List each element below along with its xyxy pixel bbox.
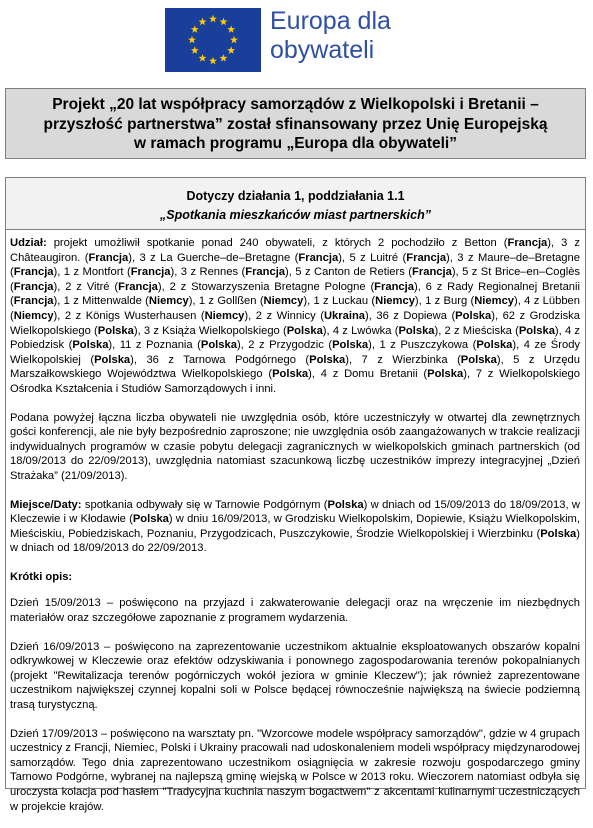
participation-text: ), 2 z Mieściska (	[434, 324, 519, 337]
eu-flag-logo	[165, 8, 261, 72]
eu-stars-icon	[165, 8, 261, 72]
venue-text: ) w dniu 16/09/2013, w Grodzisku Wielkopolskim, Dopiewie, Książu Wielkopolskim, Mieściskiu, Pobiedziskach, Poznaniu, Przygodzicach, Puszczykowie, Środzie Wielkopolskiej i Wierzbinku (	[10, 513, 580, 540]
participation-country: Niemcy	[263, 295, 304, 308]
program-title-line1: Europa dla	[270, 7, 391, 35]
participation-text: ), 2 z Przygodzic (	[236, 339, 333, 352]
note-paragraph: Podana powyżej łączna liczba obywateli nie uwzględnia osób, które uczestniczyły w otwartej dla zewnętrznych gości konferencji, ale nie były bezpośrednio zaproszone; nie uwzględnia osób zaangażowanych w trakcie realizacji indywidualnych programów w czasie pobytu delegacji zagranicznych w wielkopolskich gminach partnerskich (od 18/09/2013 do 22/09/2013), uwzględnia natomiast szacunkową liczbę uczestników imprezy integracyjnej „Dzień Strażaka” (21/09/2013).	[10, 411, 580, 482]
participation-country: Polska	[72, 339, 109, 352]
participation-country: Polska	[398, 324, 435, 337]
participation-text: ), 4 z Lwówka (	[322, 324, 399, 337]
main-content-box	[5, 177, 586, 813]
document-body	[10, 236, 580, 828]
participation-country: Francja	[13, 280, 54, 293]
action-subtitle: „Spotkania mieszkańców miast partnerskich”	[160, 208, 431, 222]
participation-country: Francja	[406, 251, 447, 264]
participation-country: Polska	[286, 324, 323, 337]
participation-country: Francja	[412, 266, 452, 279]
participation-text: ), 4 ze Środy Wielkopolskiej (	[10, 339, 581, 366]
participation-country: Polska	[518, 324, 555, 337]
participation-text: ), 1 z Gollßen (	[188, 295, 264, 308]
participation-country: Polska	[94, 353, 131, 366]
venue-paragraph	[10, 498, 580, 556]
project-title-line3: w ramach programu „Europa dla obywateli”	[134, 135, 457, 152]
participation-country: Polska	[460, 353, 497, 366]
project-title-line1: Projekt „20 lat współpracy samorządów z Wielkopolski i Bretanii –	[52, 96, 539, 113]
participation-country: Francja	[245, 266, 286, 279]
venue-country: Polska	[540, 527, 577, 540]
participation-country: Niemcy	[148, 295, 189, 308]
participation-country: Francja	[118, 280, 158, 293]
header	[0, 0, 593, 80]
participation-country: Polska	[476, 339, 513, 352]
day-2-paragraph: Dzień 16/09/2013 – poświęcono na zaprezentowanie uczestnikom aktualnie eksploatowanych obszarów kopalni odkrywkowej w Kleczewie oraz efektów odzyskiwania i ponownego zagospodarowania terenów pokopalnianych (projekt "Rewitalizacja terenów pogórniczych wokół jeziora w gminie Kleczew"); jak również zaprezentowane uczestnikom największej czynnej kopalni soli w Polsce będącej równocześnie największą na świecie podziemną trasą turystyczną.	[10, 640, 580, 712]
project-title	[10, 95, 581, 154]
action-heading: Dotyczy działania 1, poddziałania 1.1	[186, 189, 405, 203]
participation-label: Udział:	[10, 237, 47, 249]
participation-text: ), 3 z Maure–de–Bretagne (	[10, 251, 580, 279]
participation-country: Francja	[507, 237, 548, 249]
venue-country: Polska	[132, 513, 169, 526]
participation-text: ), 7 z Wielkopolskiego Ośrodka Kształcenia i Studiów Samorządowych i inni.	[10, 368, 580, 395]
participation-text: ), 1 z Burg (	[414, 295, 475, 308]
participation-text: ), 7 z Wierzbinka (	[345, 353, 461, 366]
participation-text: projekt umożliwił spotkanie ponad 240 obywateli, z których 2 pochodziło z Betton (	[46, 237, 508, 249]
participation-paragraph	[10, 236, 580, 397]
participation-text: ), 5 z St Brice–en–Coglès (	[10, 266, 581, 293]
participation-country: Francja	[298, 251, 339, 264]
project-title-box	[5, 88, 586, 159]
participation-text: ), 2 z Stowarzyszenia Bretagne Pologne (	[157, 280, 375, 293]
participation-text: ), 2 z Winnicy (	[244, 309, 324, 322]
participation-text: ), 1 z Mittenwalde (	[53, 295, 149, 308]
participation-text: ), 2 z Königs Wusterhausen (	[53, 309, 205, 322]
participation-text: ), 6 z Rady Regionalnej Bretanii (	[10, 280, 580, 308]
participation-country: Francja	[374, 280, 414, 293]
venue-text: ) w dniach od 18/09/2013 do 22/09/2013.	[10, 527, 580, 555]
day-3-paragraph: Dzień 17/09/2013 – poświęcono na warsztaty pn. "Wzorcowe modele współpracy samorządów", gdzie w 4 grupach uczestnicy z Francji, Niemiec, Polski i Ukrainy pracowali nad udoskonaleniem modeli współpracy międzynarodowej samorządów. Tego dnia zaprezentowano uczestnikom osiągnięcia w zakresie rozwoju gospodarczego gminy Tarnowo Podgórne, wybranej na najlepszą gminę wiejską w Polsce w 2013 roku. Wieczorem natomiast odbyła się uroczysta kolacja pod hasłem "Tradycyjna kuchnia naszym bogactwem" z akcentami kulinarnymi uczestniczących w projekcie krajów.	[10, 727, 580, 813]
participation-country: Francja	[13, 266, 54, 279]
participation-country: Francja	[130, 266, 171, 279]
summary-label: Krótki opis:	[10, 570, 73, 583]
participation-country: Polska	[427, 368, 464, 381]
day-1-paragraph: Dzień 15/09/2013 – poświęcono na przyjazd i zakwaterowanie delegacji oraz na wręczenie im niezbędnych materiałów oraz szczegółowe zapoznanie z programem wydarzenia.	[10, 597, 580, 625]
section-header	[6, 178, 585, 230]
participation-country: Francja	[88, 251, 129, 264]
venue-country: Polska	[327, 498, 364, 511]
summary-label-paragraph	[10, 570, 580, 585]
participation-text: ), 3 z Rennes (	[170, 266, 246, 279]
participation-text: ), 62 z Grodziska Wielkopolskiego (	[10, 309, 580, 337]
venue-text: ) w dniach od 15/09/2013 do 18/09/2013, w Kleczewie i w Kłodawie (	[10, 498, 580, 526]
participation-text: ), 1 z Puszczykowa (	[368, 339, 477, 352]
participation-country: Polska	[200, 339, 237, 352]
participation-text: ), 4 z Lübben (	[10, 295, 580, 322]
participation-text: ), 5 z Canton de Retiers (	[285, 266, 413, 279]
participation-country: Niemcy	[375, 295, 415, 308]
participation-country: Francja	[13, 295, 54, 308]
participation-text: ), 4 z Pobiedzisk (	[10, 324, 580, 352]
participation-country: Polska	[309, 353, 346, 366]
program-title-line2: obywateli	[270, 36, 375, 64]
participation-country: Niemcy	[204, 309, 245, 322]
participation-country: Ukraina	[323, 309, 366, 322]
participation-text: ), 2 z Vitré (	[53, 280, 119, 293]
participation-text: ), 11 z Poznania (	[108, 339, 201, 352]
venue-text: spotkania odbywały się w Tarnowie Podgórnym (	[81, 498, 328, 511]
participation-country: Polska	[97, 324, 134, 337]
participation-text: ), 36 z Dopiewa (	[365, 309, 456, 322]
participation-text: ), 3 z Châteaugiron. (	[10, 237, 580, 264]
participation-country: Niemcy	[13, 309, 54, 322]
participation-text: ), 3 z La Guerche–de–Bretagne (	[128, 251, 299, 264]
venue-label: Miejsce/Daty:	[10, 498, 82, 511]
participation-text: ), 3 z Książa Wielkopolskiego (	[133, 324, 287, 337]
participation-text: ), 5 z Luitré (	[338, 251, 407, 264]
project-title-line2: przyszłość partnerstwa” został sfinansowany przez Unię Europejską	[43, 115, 548, 133]
participation-text: ), 1 z Montfort (	[53, 266, 131, 279]
participation-text: ), 5 z Urzędu Marszałkowskiego Województwa Wielkopolskiego (	[10, 353, 580, 381]
participation-country: Niemcy	[474, 295, 515, 308]
participation-text: ), 36 z Tarnowa Podgórnego (	[130, 353, 310, 366]
program-title	[270, 7, 470, 65]
participation-country: Polska	[332, 339, 369, 352]
participation-text: ), 1 z Luckau (	[303, 295, 376, 308]
participation-text: ), 4 z Domu Bretanii (	[308, 368, 428, 381]
participation-country: Polska	[455, 309, 492, 322]
participation-country: Polska	[272, 368, 309, 381]
